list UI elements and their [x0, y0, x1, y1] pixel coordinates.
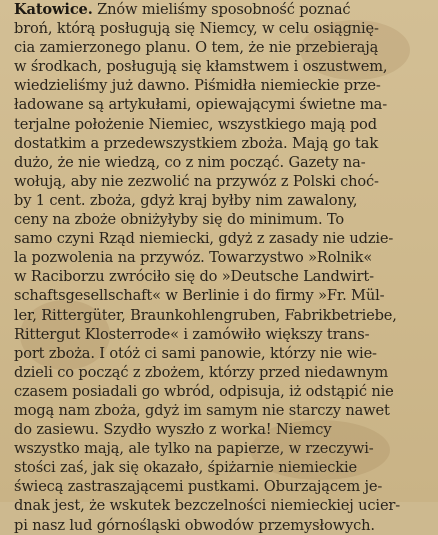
article-line: wszystko mają, ale tylko na papierze, w rzeczywi- — [14, 440, 374, 458]
article-body — [14, 0, 428, 535]
article-line: mogą nam zboża, gdyż im samym nie starczy nawet — [14, 401, 390, 419]
article-line: port zboża. I otóż ci sami panowie, którzy nie wie- — [14, 344, 377, 362]
article-line: wołują, aby nie zezwolić na przywóz z Polski choć- — [14, 172, 379, 190]
article-line: cia zamierzonego planu. O tem, że nie przebierają — [14, 39, 379, 57]
article-line: dzieli co począć z zbożem, którzy przed niedawnym — [14, 363, 389, 381]
article-line: wiedzieliśmy już dawno. Piśmidła niemieckie prze- — [14, 77, 381, 95]
article-line: samo czyni Rząd niemiecki, gdyż z zasady nie udzie- — [14, 230, 394, 248]
article-line: la pozwolenia na przywóz. Towarzystwo »Rolnik« — [14, 249, 373, 267]
article-line: stości zaś, jak się okazało, śpiżarnie niemieckie — [14, 459, 357, 477]
article-line: ler, Rittergüter, Braunkohlengruben, Fabrikbetriebe, — [14, 306, 397, 324]
article-line: ładowane są artykułami, opiewającymi świetne ma- — [14, 96, 388, 114]
dateline: Katowice. — [14, 1, 93, 18]
article-line: dostatkim a przedewszystkiem zboża. Mają go tak — [14, 134, 379, 152]
article-line: do zasiewu. Szydło wyszło z worka! Niemcy — [14, 421, 332, 439]
article-line: dużo, że nie wiedzą, co z nim począć. Gazety na- — [14, 153, 366, 171]
article-line: świecą zastraszającemi pustkami. Oburzającem je- — [14, 478, 383, 496]
article-line — [14, 0, 428, 19]
article-line: schaftsgesellschaft« w Berlinie i do firmy »Fr. Mül- — [14, 287, 385, 305]
article-line: Rittergut Klosterrode« i zamówiło większy trans- — [14, 325, 370, 343]
article-line: pi nasz lud górnośląski obwodów przemysłowych. — [14, 516, 375, 534]
article-line-text: Znów mieliśmy sposobność poznać — [92, 1, 351, 18]
article-line: by 1 cent. zboża, gdyż kraj byłby nim zawalony, — [14, 191, 358, 209]
article-line: dnak jest, że wskutek bezczelności niemieckiej ucier- — [14, 497, 401, 515]
article-line: w Raciborzu zwróciło się do »Deutsche Landwirt- — [14, 268, 374, 286]
article-line: czasem posiadali go wbród, odpisuja, iż odstąpić nie — [14, 382, 394, 400]
article-line: terjalne położenie Niemiec, wszystkiego mają pod — [14, 115, 377, 133]
article-line: broń, którą posługują się Niemcy, w celu osiągnię- — [14, 20, 379, 38]
article-line: w środkach, posługują się kłamstwem i oszustwem, — [14, 58, 388, 76]
article-line: ceny na zboże obniżyłyby się do minimum. To — [14, 211, 345, 229]
